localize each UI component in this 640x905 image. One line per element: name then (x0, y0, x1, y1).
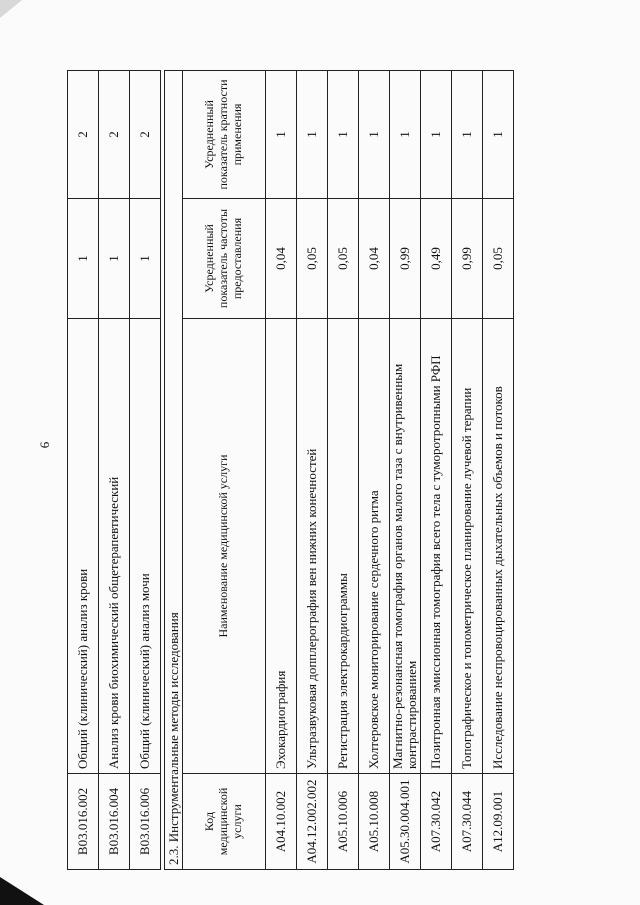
service-name: Регистрация электрокардиограммы (328, 319, 359, 774)
multiplicity-value: 2 (99, 71, 130, 199)
table-row (483, 70, 514, 869)
scan-artifact-bottom (0, 877, 44, 905)
frequency-value: 0,05 (483, 199, 514, 319)
service-name: Холтеровское мониторирование сердечного ритма (359, 319, 390, 774)
service-name: Общий (клинический) анализ крови (68, 319, 99, 774)
service-code: A05.10.006 (328, 774, 359, 870)
multiplicity-value: 1 (359, 70, 390, 198)
service-code: B03.016.002 (68, 774, 99, 870)
frequency-value: 0,04 (266, 199, 297, 319)
table-row (130, 71, 161, 870)
rotated-document (37, 30, 625, 870)
service-name: Топографическое и топометрическое планирование лучевой терапии (452, 319, 483, 774)
table-row (328, 70, 359, 869)
table-row (390, 70, 421, 869)
service-name: Магнитно-резонансная томография органов малого таза с внутривенным контрастированием (390, 319, 421, 774)
page-number: 6 (37, 441, 52, 449)
table-row (452, 70, 483, 869)
service-code: A04.12.002.002 (297, 774, 328, 870)
lab-tests-table (67, 70, 161, 870)
multiplicity-value: 1 (452, 70, 483, 198)
table-row (421, 70, 452, 869)
header-multiplicity: Усредненный показатель кратности применения (183, 70, 266, 198)
scan-artifact-top (0, 0, 22, 18)
service-name: Общий (клинический) анализ мочи (130, 319, 161, 774)
service-name: Эхокардиография (266, 319, 297, 774)
frequency-value: 0,99 (390, 199, 421, 319)
table-row (68, 71, 99, 870)
frequency-value: 0,05 (297, 199, 328, 319)
service-code: B03.016.004 (99, 774, 130, 870)
frequency-value: 1 (68, 199, 99, 319)
instrumental-methods-table (164, 70, 514, 870)
service-code: A07.30.042 (421, 774, 452, 870)
multiplicity-value: 1 (421, 70, 452, 198)
multiplicity-value: 1 (483, 70, 514, 198)
service-code: A05.30.004.001 (390, 774, 421, 870)
frequency-value: 0,49 (421, 199, 452, 319)
service-code: A05.10.008 (359, 774, 390, 870)
service-name: Позитронная эмиссионная томография всего тела с туморотропными РФП (421, 319, 452, 774)
section-title: 2.3. Инструментальные методы исследования (165, 70, 183, 869)
service-code: A04.10.002 (266, 774, 297, 870)
multiplicity-value: 2 (130, 71, 161, 199)
table-row (359, 70, 390, 869)
service-code: A07.30.044 (452, 774, 483, 870)
frequency-value: 0,99 (452, 199, 483, 319)
multiplicity-value: 2 (68, 71, 99, 199)
header-name: Наименование медицинской услуги (183, 319, 266, 774)
header-frequency: Усредненный показатель частоты предоставления (183, 199, 266, 319)
multiplicity-value: 1 (390, 70, 421, 198)
multiplicity-value: 1 (328, 70, 359, 198)
multiplicity-value: 1 (266, 70, 297, 198)
table-row (266, 70, 297, 869)
service-name: Анализ крови биохимический общетерапевтический (99, 319, 130, 774)
service-name: Исследование неспровоцированных дыхательных объемов и потоков (483, 319, 514, 774)
table-header-row (183, 70, 266, 869)
service-name: Ультразвуковая допплерография вен нижних конечностей (297, 319, 328, 774)
table-row (297, 70, 328, 869)
service-code: A12.09.001 (483, 774, 514, 870)
frequency-value: 0,04 (359, 199, 390, 319)
table-row (99, 71, 130, 870)
service-code: B03.016.006 (130, 774, 161, 870)
section-title-row (165, 70, 183, 869)
frequency-value: 0,05 (328, 199, 359, 319)
multiplicity-value: 1 (297, 70, 328, 198)
frequency-value: 1 (99, 199, 130, 319)
header-code: Код медицинской услуги (183, 774, 266, 870)
frequency-value: 1 (130, 199, 161, 319)
